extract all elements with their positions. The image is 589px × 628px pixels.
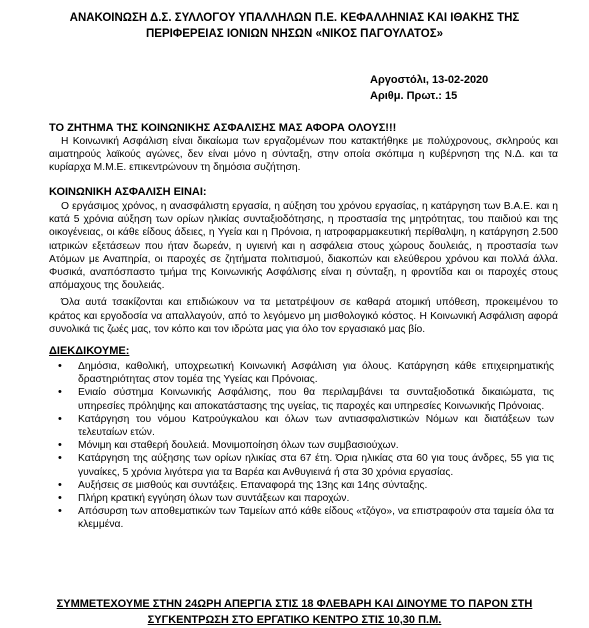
what-is-paragraph-1: Ο εργάσιμος χρόνος, η ανασφάλιστη εργασία, η αύξηση του χρόνου εργασίας, η κατάργηση των Β.Α.Ε. και η κατά 5 χρόνια αύξηση των ορίων ηλικίας συνταξιοδότησης, η προστασία της μητρότητας, του παιδιού και της οικογένειας, οι κάθε είδους άδειες, η Υγεία και η Πρόνοια, η ιατροφαρμακευτική περίθαλψη, η κατάργηση 2.500 ιατρικών εξετάσεων που ήταν δωρεάν, η υγιεινή και η ασφάλεια στους χώρους δουλειάς, η προστασία των Ατόμων με Αναπηρία, οι παροχές σε ζητήματα πολιτισμού, διακοπών και ελεύθερου χρόνου και πολλά άλλα. Φυσικά, αναπόσπαστο τμήμα της Κοινωνικής Ασφάλισης είναι η σύνταξη, η φροντίδα και οι παροχές στους απόμαχους της δουλειάς. [49,201,558,292]
section-what-is-body [49,200,558,336]
demands-heading: ΔΙΕΚΔΙΚΟΥΜΕ: [49,345,130,357]
demand-item [54,439,554,452]
section-intro-paragraph [49,135,558,175]
what-is-paragraph-2: Όλα αυτά τσακίζονται και επιδιώκουν να τα μετατρέψουν σε καθαρά ατομική υπόθεση, προκειμένου το κράτος και εργοδοσία να απαλλαγούν, από το λεγόμενο μη μισθολογικό κόστος. Η Κοινωνική Ασφάλιση αφορά συνολικά τις ζωές μας, τον κόπο και τον ιδρώτα μας για όλο τον εργασιακό μας βίο. [49,297,558,335]
demand-text: Μόνιμη και σταθερή δουλειά. Μονιμοποίηση όλων των συμβασιούχων. [78,440,399,452]
demand-text: Δημόσια, καθολική, υποχρεωτική Κοινωνική Ασφάλιση για όλους. Κατάργηση κάθε επιχειρηματικής δραστηριότητας στον τομέα της Υγείας και Πρόνοιας. [78,361,554,386]
bullet-icon: • [58,505,62,518]
title-line-2: ΠΕΡΙΦΕΡΕΙΑΣ ΙΟΝΙΩΝ ΝΗΣΩΝ «ΝΙΚΟΣ ΠΑΓΟΥΛΑΤΟΣ» [145,28,444,40]
demand-item [54,452,554,478]
demand-text: Αυξήσεις σε μισθούς και συντάξεις. Επαναφορά της 13ης και 14ης σύνταξης. [78,479,428,491]
document-meta [370,72,570,104]
announcement-title [0,10,589,42]
footer-line-2: ΣΥΓΚΕΝΤΡΩΣΗ ΣΤΟ ΕΡΓΑΤΙΚΟ ΚΕΝΤΡΟ ΣΤΙΣ 10,30 Π.Μ. [147,614,442,626]
bullet-icon: • [58,360,62,372]
demand-text: Κατάργηση του νόμου Κατρούγκαλου και όλων των αντιασφαλιστικών Νόμων και διατάξεων των τελευταίων ετών. [78,413,554,439]
demand-text: Πλήρη κρατική εγγύηση όλων των συντάξεων και παροχών. [78,493,350,505]
demand-text: Ενιαίο σύστημα Κοινωνικής Ασφάλισης, που θα περιλαμβάνει τα συνταξιοδοτικά δικαιώματα, τις υπηρεσίες πρόληψης και αποκατάστασης της υγείας, τις παροχές και υπηρεσίες Κοινωνικής Πρόνοιας. [78,387,554,412]
document-date: Αργοστόλι, 13-02-2020 [370,74,489,86]
protocol-number: Αριθμ. Πρωτ.: 15 [370,90,458,102]
intro-paragraph: Η Κοινωνική Ασφάλιση είναι δικαίωμα των εργαζομένων που κατακτήθηκε με πολύχρονους, σκληρούς και αιματηρούς λαϊκούς αγώνες, δεν είναι μόνο η σύνταξη, στην οποία σκόπιμα η κυβέρνηση της Ν.Δ. και τα κυρίαρχα Μ.Μ.Ε. επικεντρώνουν τη δημόσια συζήτηση. [49,136,558,174]
bullet-icon: • [58,492,62,505]
section-heading-what-is: ΚΟΙΝΩΝΙΚΗ ΑΣΦΑΛΙΣΗ ΕΙΝΑΙ: [49,186,207,198]
bullet-icon: • [58,452,62,465]
title-line-1: ΑΝΑΚΟΙΝΩΣΗ Δ.Σ. ΣΥΛΛΟΓΟΥ ΥΠΑΛΛΗΛΩΝ Π.Ε. ΚΕΦΑΛΛΗΝΙΑΣ ΚΑΙ ΙΘΑΚΗΣ ΤΗΣ [69,12,520,24]
bullet-icon: • [58,386,62,399]
demand-item [54,479,554,492]
footer-line-1: ΣΥΜΜΕΤΕΧΟΥΜΕ ΣΤΗΝ 24ΩΡΗ ΑΠΕΡΓΙΑ ΣΤΙΣ 18 ΦΛΕΒΑΡΗ ΚΑΙ ΔΙΝΟΥΜΕ ΤΟ ΠΑΡΟΝ ΣΤΗ [56,598,533,610]
demand-item [54,492,554,505]
bullet-icon: • [58,439,62,452]
demand-item [54,505,554,531]
bullet-icon: • [58,478,62,491]
bullet-icon: • [58,412,62,425]
demand-item [54,360,554,386]
strike-call-footer [0,596,589,628]
demands-list [54,360,554,532]
demand-item [54,413,554,439]
section-heading-social-insurance: ΤΟ ΖΗΤΗΜΑ ΤΗΣ ΚΟΙΝΩΝΙΚΗΣ ΑΣΦΑΛΙΣΗΣ ΜΑΣ ΑΦΟΡΑ ΟΛΟΥΣ!!! [49,122,397,134]
demand-text: Κατάργηση της αύξησης των ορίων ηλικίας στα 67 έτη. Όρια ηλικίας στα 60 για τους άνδρες, 55 για τις γυναίκες, 5 χρόνια λιγότερα για τα Βαρέα και Ανθυγιεινά ή στα 30 χρόνια εργασίας. [78,453,554,478]
demand-item [54,386,554,412]
demand-text: Απόσυρση των αποθεματικών των Ταμείων από κάθε είδους «τζόγο», να επιστραφούν στα ταμεία όλα τα κλεμμένα. [78,506,554,531]
